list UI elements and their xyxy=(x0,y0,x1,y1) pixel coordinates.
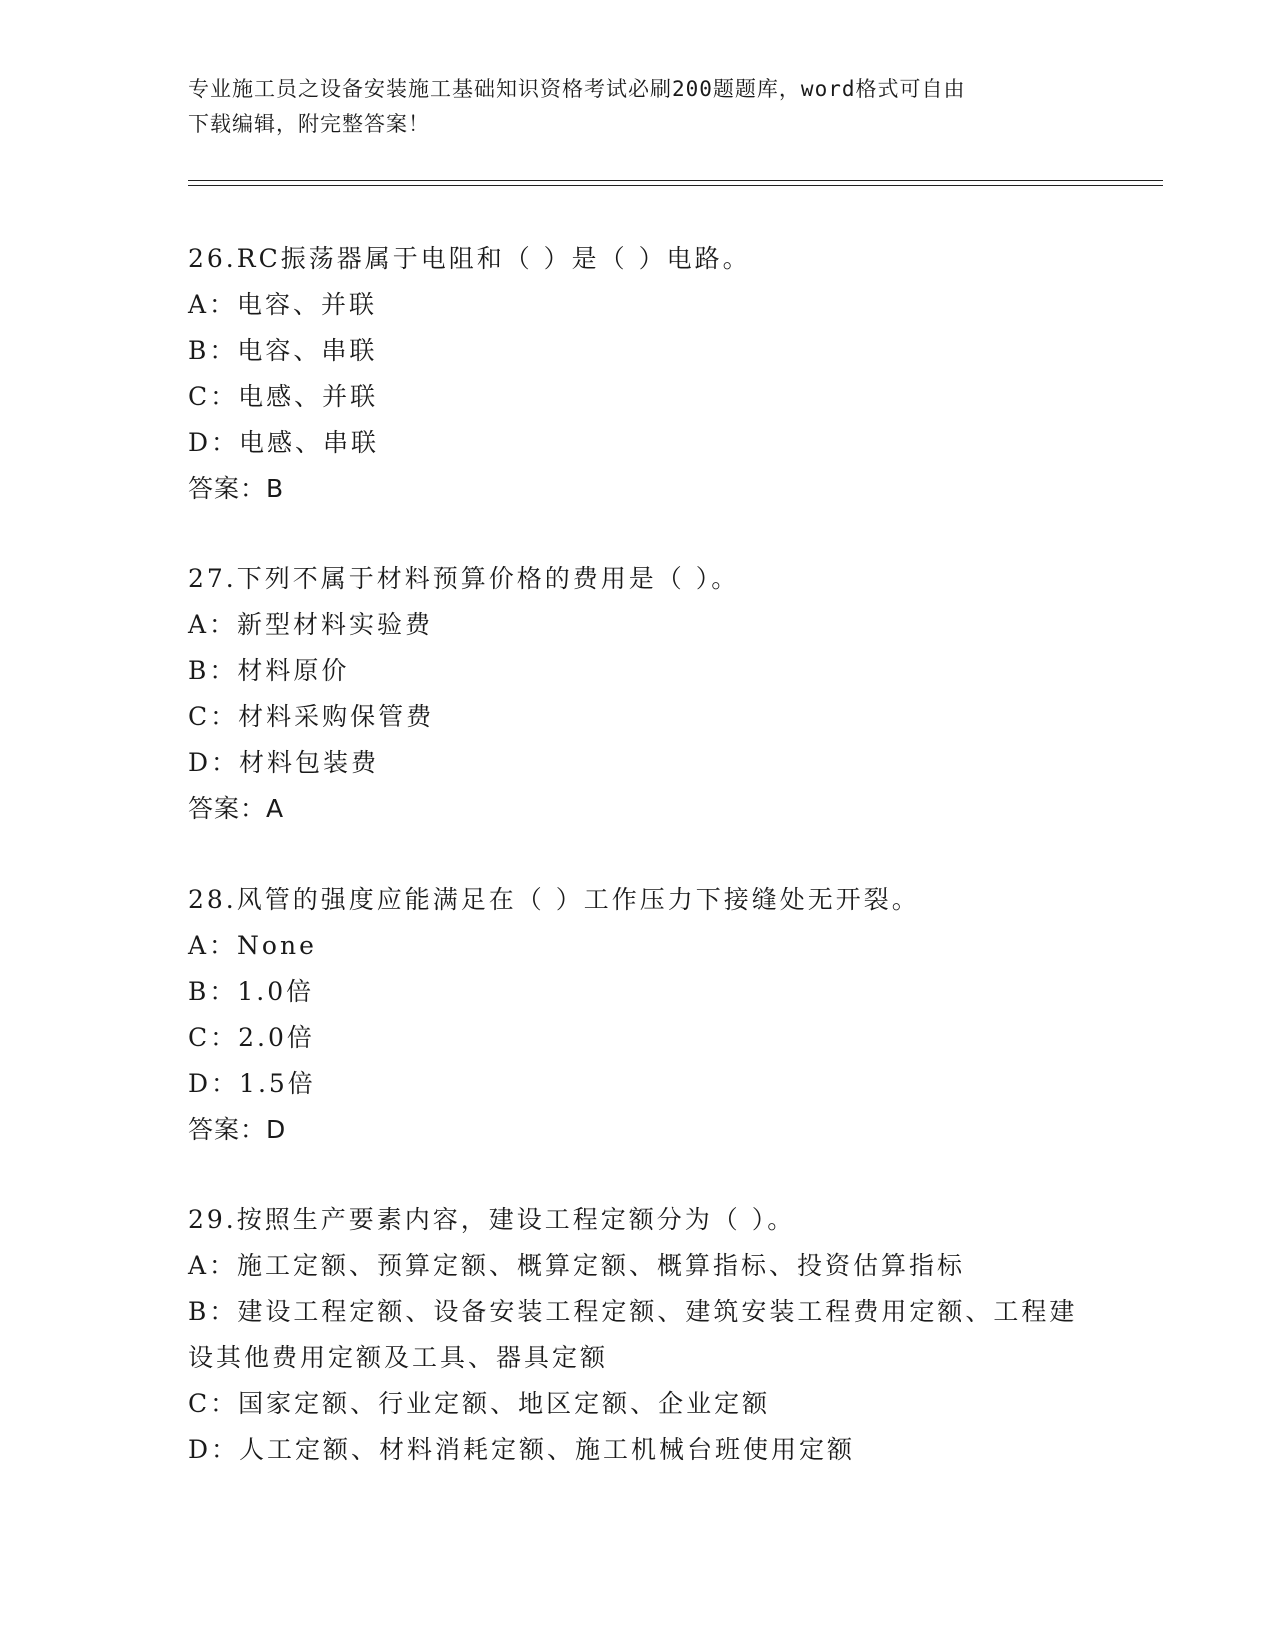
answer-key: 答案：B xyxy=(188,474,285,503)
question-stem: 28.风管的强度应能满足在（ ）工作压力下接缝处无开裂。 xyxy=(188,885,920,914)
option-a: A：施工定额、预算定额、概算定额、概算指标、投资估算指标 xyxy=(188,1251,966,1280)
question-29 xyxy=(188,1197,1088,1473)
question-27 xyxy=(188,556,1088,832)
option-d: D：电感、串联 xyxy=(188,428,380,457)
option-a: A：新型材料实验费 xyxy=(188,610,434,639)
question-stem: 26.RC振荡器属于电阻和（ ）是（ ）电路。 xyxy=(188,244,751,273)
option-a: A：None xyxy=(188,931,317,960)
document-header xyxy=(188,72,1088,142)
header-divider-bottom xyxy=(188,185,1163,186)
answer-key: 答案：A xyxy=(188,794,285,823)
question-28 xyxy=(188,877,1088,1153)
option-d: D：1.5倍 xyxy=(188,1069,316,1098)
question-stem: 27.下列不属于材料预算价格的费用是（ ）。 xyxy=(188,564,740,593)
question-stem: 29.按照生产要素内容，建设工程定额分为（ ）。 xyxy=(188,1205,796,1234)
option-b: B：电容、串联 xyxy=(188,336,378,365)
header-line-2: 下载编辑，附完整答案！ xyxy=(188,112,430,136)
answer-key: 答案：D xyxy=(188,1115,287,1144)
option-c: C：2.0倍 xyxy=(188,1023,315,1052)
option-b: B：材料原价 xyxy=(188,656,350,685)
header-divider-top xyxy=(188,180,1163,181)
option-d: D：材料包装费 xyxy=(188,748,380,777)
option-c: C：国家定额、行业定额、地区定额、企业定额 xyxy=(188,1389,771,1418)
option-c: C：材料采购保管费 xyxy=(188,702,435,731)
option-b: B：1.0倍 xyxy=(188,977,315,1006)
option-a: A：电容、并联 xyxy=(188,290,378,319)
option-d: D：人工定额、材料消耗定额、施工机械台班使用定额 xyxy=(188,1435,856,1464)
question-26 xyxy=(188,236,1088,512)
option-b: B：建设工程定额、设备安装工程定额、建筑安装工程费用定额、工程建设其他费用定额及工具、器具定额 xyxy=(188,1297,1078,1372)
option-c: C：电感、并联 xyxy=(188,382,379,411)
header-line-1: 专业施工员之设备安装施工基础知识资格考试必刷200题题库，word格式可自由 xyxy=(188,77,966,101)
